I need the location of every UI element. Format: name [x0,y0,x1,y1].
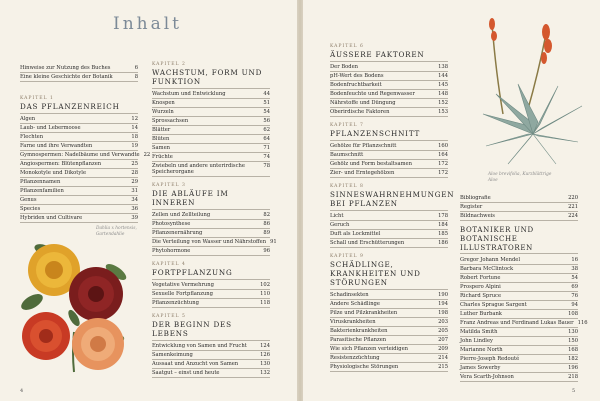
toc-entry-page: 145 [438,82,448,88]
toc-entry-label: Angiospermen: Blütenpflanzen [20,161,102,167]
toc-entry-page: 12 [131,116,138,122]
toc-entry-label: Der Boden [330,64,359,70]
toc-entry-page: 18 [131,134,138,140]
toc-entry-label: Prospero Alpini [460,284,501,290]
toc-entry-page: 54 [263,109,270,115]
toc-entry [152,162,270,177]
toc-entry [152,290,270,299]
toc-entry-label: Entwicklung von Samen und Frucht [152,343,247,350]
toc-entry-label: Bildnachweis [460,213,495,219]
toc-entry-label: Knospen [152,100,175,106]
toc-entry [152,299,270,308]
toc-entry-page: 186 [438,240,448,246]
toc-entry-page: 44 [263,91,270,97]
toc-entry-page: 207 [438,337,448,343]
toc-entry-label: Baumschnitt [330,152,364,158]
toc-entry-page: 215 [438,364,448,370]
toc-entry-page: 110 [260,291,270,298]
toc-entry-page: 150 [568,338,578,344]
toc-entry-page: 28 [131,170,138,176]
toc-entry-label: Richard Spruce [460,293,502,299]
aloe-leaves [483,84,582,164]
toc-entry-label: Bodenfeuchte und Regenwasser [330,91,415,97]
toc-entry [330,142,448,151]
toc-entry-label: Robert Fortune [460,275,501,281]
toc-entry-page: 102 [260,282,270,289]
toc-entry-page: 31 [131,188,138,194]
toc-entry [460,256,578,265]
toc-entry [330,81,448,90]
toc-entry [152,220,270,229]
toc-entry [460,265,578,274]
toc-entry [330,230,448,239]
toc-entry-page: 209 [438,346,448,352]
toc-entry [330,345,448,354]
toc-entry-label: Sprossachsen [152,118,189,124]
toc-entry [330,221,448,230]
dahlia-peach [72,318,124,370]
toc-entry-label: Bibliografie [460,195,491,201]
aloe-stalks [492,24,546,114]
right-column-1 [330,38,455,372]
chapter-label: KAPITEL 6 [330,44,364,49]
toc-entry-page: 16 [571,257,578,263]
toc-entry-page: 14 [131,125,138,131]
toc-entry-label: Franz Andreas und Ferdinand Lukas Bauer [460,320,574,326]
toc-entry-page: 38 [571,266,578,272]
toc-entry-page: 172 [438,170,448,176]
toc-entry-page: 8 [134,74,138,80]
toc-entry [330,239,448,248]
toc-entry-page: 190 [438,292,448,298]
toc-entry-page: 152 [438,100,448,106]
toc-entry [152,126,270,135]
book-gutter [297,0,303,401]
toc-entry-page: 185 [438,231,448,237]
chapter-title: SCHÄDLINGE, KRANKHEITEN UND STÖRUNGEN [330,260,448,290]
toc-entry [152,342,270,351]
toc-entry [460,328,578,337]
toc-entry-label: Nährstoffe und Düngung [330,100,396,106]
toc-entry [460,364,578,373]
chapter-label: KAPITEL 3 [152,183,186,189]
toc-entry-label: Licht [330,213,344,219]
toc-entry-label: Physiologische Störungen [330,364,399,370]
toc-entry-page: 148 [438,91,448,97]
toc-entry-page: 132 [260,370,270,377]
toc-entry [330,169,448,178]
toc-entry-label: Saatgut – einst und heute [152,370,220,377]
toc-entry-page: 126 [260,352,270,359]
toc-entry [460,373,578,382]
toc-entry-label: James Sowerby [460,365,501,371]
toc-entry-label: Früchte [152,154,173,160]
toc-entry-page: 94 [571,302,578,308]
toc-entry-page: 130 [568,329,578,335]
toc-entry-page: 34 [131,197,138,203]
illustrators-title: BOTANIKER UND BOTANISCHE ILLUSTRATOREN [460,226,578,254]
toc-entry [152,144,270,153]
toc-entry-label: Zier- und Erntegehölzen [330,170,395,176]
chapter-label: KAPITEL 7 [330,123,364,128]
chapter-title: DIE ABLÄUFE IM INNEREN [152,189,270,210]
toc-entry-label: Hinweise zur Nutzung des Buches [20,65,111,71]
toc-entry-page: 78 [263,163,270,169]
toc-entry [20,196,138,205]
toc-entry [330,212,448,221]
toc-entry-page: 54 [571,275,578,281]
aloe-caption: Aloe brevifolia, Kurzblättrige Aloe [488,172,552,183]
toc-entry-page: 6 [134,65,138,71]
toc-entry-page: 51 [263,100,270,106]
toc-entry-label: Die Verteilung von Wasser und Nährstoffen [152,239,267,246]
toc-entry [330,90,448,99]
toc-entry-label: Sexuelle Fortpflanzung [152,291,213,298]
toc-entry-page: 220 [568,195,578,201]
toc-entry-label: Vera Scarth-Johnson [460,374,514,380]
toc-entry-page: 86 [263,221,270,228]
toc-entry-page: 89 [263,230,270,237]
toc-entry-page: 22 [143,152,151,158]
toc-entry [20,142,138,151]
toc-entry-label: Viruskrankheiten [330,319,376,325]
toc-entry-page: 194 [438,301,448,307]
toc-entry-label: Geruch [330,222,350,228]
toc-entry [20,160,138,169]
toc-entry-page: 168 [568,347,578,353]
toc-entry-page: 205 [438,328,448,334]
toc-entry [330,108,448,117]
toc-entry [152,108,270,117]
toc-entry-page: 116 [577,320,588,326]
toc-entry-page: 182 [568,356,578,362]
toc-entry-label: Wachstum und Entwicklung [152,91,226,97]
toc-entry [152,99,270,108]
toc-entry-label: Pierre-Joseph Redouté [460,356,520,362]
toc-entry-label: Eine kleine Geschichte der Botanik [20,74,113,80]
toc-entry [330,363,448,372]
toc-entry [330,72,448,81]
toc-entry-page: 224 [568,213,578,219]
toc-entry [330,151,448,160]
left-column-1 [20,64,151,223]
toc-entry [20,124,138,133]
toc-entry-label: Hybriden und Cultivare [20,215,83,221]
toc-entry-label: Luther Burbank [460,311,502,317]
toc-entry-label: Schall und Erschütterungen [330,240,405,246]
toc-entry [152,117,270,126]
toc-entry [152,238,277,247]
chapter-title: DER BEGINN DES LEBENS [152,320,270,341]
toc-entry [460,194,578,203]
toc-entry [460,337,578,346]
toc-entry-label: Photosynthese [152,221,191,228]
toc-entry-page: 74 [263,154,270,160]
toc-entry-page: 76 [571,293,578,299]
right-page-number: 5 [572,388,576,394]
dahlia-dark-red [69,267,123,321]
toc-entry [20,133,138,142]
toc-entry [460,283,578,292]
toc-entry-page: 144 [438,73,448,79]
toc-entry-label: Gehölz und Form bestaltsamen [330,161,412,167]
page-title: Inhalt [113,14,183,34]
toc-entry-page: 203 [438,319,448,325]
toc-entry [152,90,270,99]
toc-entry-label: Gymnospermen: Nadelbäume und Verwandte [20,152,140,158]
toc-entry-page: 196 [568,365,578,371]
toc-entry-page: 71 [263,145,270,151]
toc-entry-page: 130 [260,361,270,368]
chapter-title: PFLANZENSCHNITT [330,129,448,141]
chapter-title: WACHSTUM, FORM UND FUNKTION [152,68,270,89]
toc-entry-label: Pflanzenernährung [152,230,203,237]
toc-entry-page: 118 [260,300,270,307]
toc-entry [460,346,578,355]
toc-entry [152,369,270,378]
toc-entry-page: 160 [438,143,448,149]
dahlia-red [22,312,70,360]
toc-entry-label: Farne und ihre Verwandten [20,143,93,149]
toc-entry [20,187,138,196]
toc-entry-label: Pilze und Pilzkrankheiten [330,310,398,316]
toc-entry [20,73,138,82]
toc-entry-page: 108 [568,311,578,317]
toc-entry-label: Pflanzenfamilien [20,188,64,194]
toc-entry-label: Blüten [152,136,170,142]
toc-entry-label: Zwiebeln und andere unterirdische Speicherorgane [152,163,245,176]
toc-entry-label: Pflanzennamen [20,179,61,185]
toc-entry [20,214,138,223]
chapter-title: ÄUSSERE FAKTOREN [330,50,448,62]
chapter-label: KAPITEL 1 [20,96,54,101]
toc-entry [20,151,151,160]
toc-entry [20,64,138,73]
toc-entry-label: Samen [152,145,170,151]
toc-entry [330,300,448,309]
toc-entry-page: 29 [131,179,138,185]
toc-entry [460,310,578,319]
aloe-flowers [489,18,552,64]
toc-entry [330,160,448,169]
toc-entry [20,178,138,187]
toc-entry-page: 184 [438,222,448,228]
toc-entry-label: Laub- und Lebermoose [20,125,81,131]
toc-entry-label: Matilda Smith [460,329,498,335]
toc-entry-label: Monokotyle und Dikotyle [20,170,87,176]
toc-entry-label: Blätter [152,127,171,133]
toc-entry [330,63,448,72]
chapter-label: KAPITEL 5 [152,314,186,320]
toc-entry-label: Charles Sprague Sargent [460,302,527,308]
toc-entry-label: Schadinsekten [330,292,369,298]
toc-entry-page: 25 [131,161,138,167]
toc-entry-label: Samenkeimung [152,352,193,359]
toc-entry [460,319,588,328]
chapter-title: DAS PFLANZENREICH [20,102,138,114]
toc-entry [20,205,138,214]
toc-entry-label: John Lindley [460,338,493,344]
toc-entry-label: Bodenfruchtbarkeit [330,82,382,88]
dahlia-illustration [14,232,134,382]
toc-entry-page: 172 [438,161,448,167]
toc-entry-label: Marianne North [460,347,503,353]
chapter-label: KAPITEL 8 [330,184,364,189]
toc-entry [20,169,138,178]
chapter-label: KAPITEL 9 [330,254,364,259]
toc-entry-page: 198 [438,310,448,316]
toc-entry-label: Genus [20,197,37,203]
toc-entry-page: 138 [438,64,448,70]
toc-entry [330,309,448,318]
toc-entry [330,291,448,300]
toc-entry-label: Gehölze für Pflanzschnitt [330,143,397,149]
toc-entry-page: 221 [568,204,578,210]
toc-entry [152,247,270,256]
toc-entry-label: Phytohormone [152,248,191,255]
toc-entry-page: 96 [263,248,270,255]
chapter-title: SINNESWAHRNEHMUNGEN BEI PFLANZEN [330,190,448,211]
toc-entry [20,115,138,124]
toc-entry-page: 36 [131,206,138,212]
toc-entry-label: Vegetative Vermehrung [152,282,214,289]
toc-entry [460,203,578,212]
chapter-label: KAPITEL 2 [152,62,186,67]
toc-entry-label: Register [460,204,483,210]
toc-entry-label: pH-Wert des Bodens [330,73,384,79]
chapter-title: FORTPFLANZUNG [152,268,270,280]
toc-entry-page: 214 [438,355,448,361]
toc-entry-label: Duft als Lockmittel [330,231,381,237]
chapter-label: KAPITEL 4 [152,262,186,268]
toc-entry-page: 64 [263,136,270,142]
toc-entry-page: 82 [263,212,270,219]
toc-entry-page: 19 [131,143,138,149]
toc-entry [330,354,448,363]
toc-entry-page: 178 [438,213,448,219]
toc-entry-label: Wie sich Pflanzen verteidigen [330,346,409,352]
toc-entry [330,99,448,108]
toc-entry-label: Species [20,206,41,212]
toc-entry-page: 62 [263,127,270,133]
dahlia-caption: Dahlia x hortensis, Gartendahlie [96,226,137,237]
toc-entry-label: Andere Schädlinge [330,301,380,307]
aloe-illustration [478,14,588,172]
toc-entry [152,229,270,238]
toc-entry [460,292,578,301]
toc-entry [152,135,270,144]
toc-entry [152,153,270,162]
left-page-number: 4 [20,388,24,394]
toc-entry-page: 91 [270,239,277,246]
toc-entry [460,274,578,283]
toc-entry-page: 164 [438,152,448,158]
right-column-2 [460,194,588,382]
toc-entry [152,360,270,369]
toc-entry-page: 124 [260,343,270,350]
toc-entry-label: Aussaat und Anzucht von Samen [152,361,239,368]
toc-entry-page: 56 [263,118,270,124]
toc-entry [330,327,448,336]
toc-entry-label: Flechten [20,134,44,140]
toc-entry-label: Bakterienkrankheiten [330,328,388,334]
toc-entry [460,212,578,221]
toc-entry [460,301,578,310]
toc-entry [330,336,448,345]
toc-entry-label: Gregor Johann Mendel [460,257,521,263]
toc-entry-label: Zellen und Zellteilung [152,212,211,219]
toc-entry-page: 153 [438,109,448,115]
toc-entry [152,281,270,290]
toc-entry [330,318,448,327]
toc-entry-page: 69 [571,284,578,290]
toc-entry-page: 218 [568,374,578,380]
toc-entry [152,211,270,220]
toc-entry-page: 39 [131,215,138,221]
toc-entry-label: Parasitische Pflanzen [330,337,387,343]
toc-entry-label: Resistenzzüchtung [330,355,380,361]
toc-entry-label: Barbara McClintock [460,266,514,272]
toc-entry-label: Algen [20,116,36,122]
toc-entry [152,351,270,360]
toc-entry-label: Wurzeln [152,109,174,115]
left-column-2 [152,56,277,378]
toc-entry [460,355,578,364]
toc-entry-label: Pflanzenzüchtung [152,300,199,307]
toc-entry-label: Oberirdische Faktoren [330,109,390,115]
